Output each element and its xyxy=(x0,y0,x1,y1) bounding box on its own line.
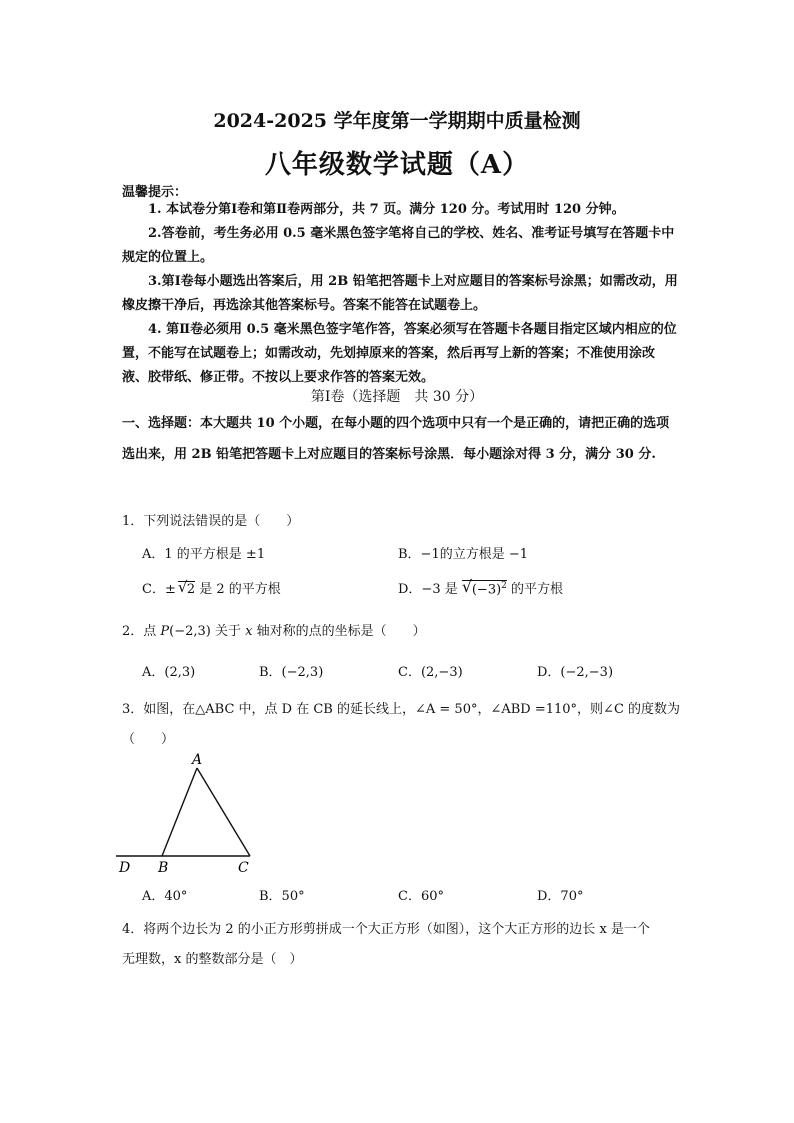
q1-option-c-prefix: C．± xyxy=(142,582,176,597)
q3-side-ac xyxy=(197,768,250,856)
q1-option-c-radical: √ 2 xyxy=(177,578,196,597)
q2-option-a: A．(2,3) xyxy=(142,665,196,680)
section-title: 第Ⅰ卷（选择题 共 30 分） xyxy=(310,389,484,405)
q3-label-b: B xyxy=(158,860,169,876)
q4-stem-line2: 无理数，x 的整数部分是（ ） xyxy=(122,952,303,967)
q2-option-d: D．(−2,−3) xyxy=(537,665,614,680)
q2-stem-point: (−2,3) xyxy=(169,624,211,639)
q1-option-a: A．1 的平方根是 ±1 xyxy=(142,547,266,562)
q1-option-d-radicand: (−3) xyxy=(471,582,502,597)
q3-option-b: B．50° xyxy=(259,889,305,904)
q1-option-c-suffix: 是 2 的平方根 xyxy=(195,582,281,597)
q2-stem xyxy=(122,620,426,639)
q2-option-b: B．(−2,3) xyxy=(259,665,324,680)
q1-option-c-radicand: 2 xyxy=(186,582,196,597)
q3-option-d: D．70° xyxy=(537,889,584,904)
q4-stem-line1: 4．将两个边长为 2 的小正方形剪拼成一个大正方形（如图），这个大正方形的边长 x 是一个 xyxy=(122,922,650,937)
q2-stem-axis: x xyxy=(245,624,253,639)
q1-option-b: B．−1的立方根是 −1 xyxy=(398,547,529,562)
q2-stem-prefix: 2．点 xyxy=(122,624,161,639)
q3-label-a: A xyxy=(192,752,203,768)
tip-item-1: 1. 本试卷分第Ⅰ卷和第Ⅱ卷两部分，共 7 页。满分 120 分。考试用时 120 分钟。 xyxy=(148,202,625,217)
q2-option-c: C．(2,−3) xyxy=(398,665,463,680)
section-instruction: 一、选择题：本大题共 10 个小题，在每小题的四个选项中只有一个是正确的，请把正确的选项选出来，用 2B 铅笔把答题卡上对应题目的答案标号涂黑．每小题涂对得 3 分，满分 30 分. xyxy=(122,416,670,462)
q3-stem: 3．如图，在△ABC 中，点 D 在 CB 的延长线上，∠A = 50°，∠ABD =110°，则∠C 的度数为 xyxy=(122,702,681,717)
q1-option-d-exponent: 2 xyxy=(501,580,507,591)
q3-option-c: C．60° xyxy=(398,889,444,904)
tip-item-2: 2.答卷前，考生务必用 0.5 毫米黑色签字笔将自己的学校、姓名、准考证号填写在答题卡中规定的位置上。 xyxy=(122,226,675,265)
q1-option-d-suffix: 的平方根 xyxy=(506,582,564,597)
q3-label-d: D xyxy=(119,860,131,876)
exam-title-line2: 八年级数学试题（A） xyxy=(264,150,530,180)
q3-label-c: C xyxy=(238,860,249,876)
q3-triangle-figure xyxy=(110,748,280,880)
exam-title-line1: 2024-2025 学年度第一学期期中质量检测 xyxy=(213,110,581,132)
q1-option-d xyxy=(398,578,563,597)
q2-stem-mid: 关于 xyxy=(210,624,246,639)
tips-heading: 温馨提示： xyxy=(122,185,188,200)
q2-stem-point-label: P xyxy=(160,624,170,639)
q1-stem: 1．下列说法错误的是（ ） xyxy=(122,514,300,529)
q1-option-d-prefix: D．−3 是 xyxy=(398,582,462,597)
q3-stem-paren: （ ） xyxy=(122,732,175,747)
tip-item-4: 4. 第Ⅱ卷必须用 0.5 毫米黑色签字笔作答，答案必须写在答题卡各题目指定区域内相应的位置，不能写在试题卷上；如需改动，先划掉原来的答案，然后再写上新的答案；不准使用涂改液、胶带纸、修正带。不按以上要求作答的答案无效。 xyxy=(122,322,677,385)
q1-option-d-radical: √ $(-3)^2$ xyxy=(461,576,507,597)
q2-stem-suffix: 轴对称的点的坐标是（ ） xyxy=(252,624,426,639)
q3-option-a: A．40° xyxy=(142,889,188,904)
tip-item-3: 3.第Ⅰ卷每小题选出答案后，用 2B 铅笔把答题卡上对应题目的答案标号涂黑；如需改动，用橡皮擦干净后，再选涂其他答案标号。答案不能答在试题卷上。 xyxy=(122,274,678,313)
q3-side-ab xyxy=(162,768,197,856)
q1-option-c xyxy=(142,578,281,597)
